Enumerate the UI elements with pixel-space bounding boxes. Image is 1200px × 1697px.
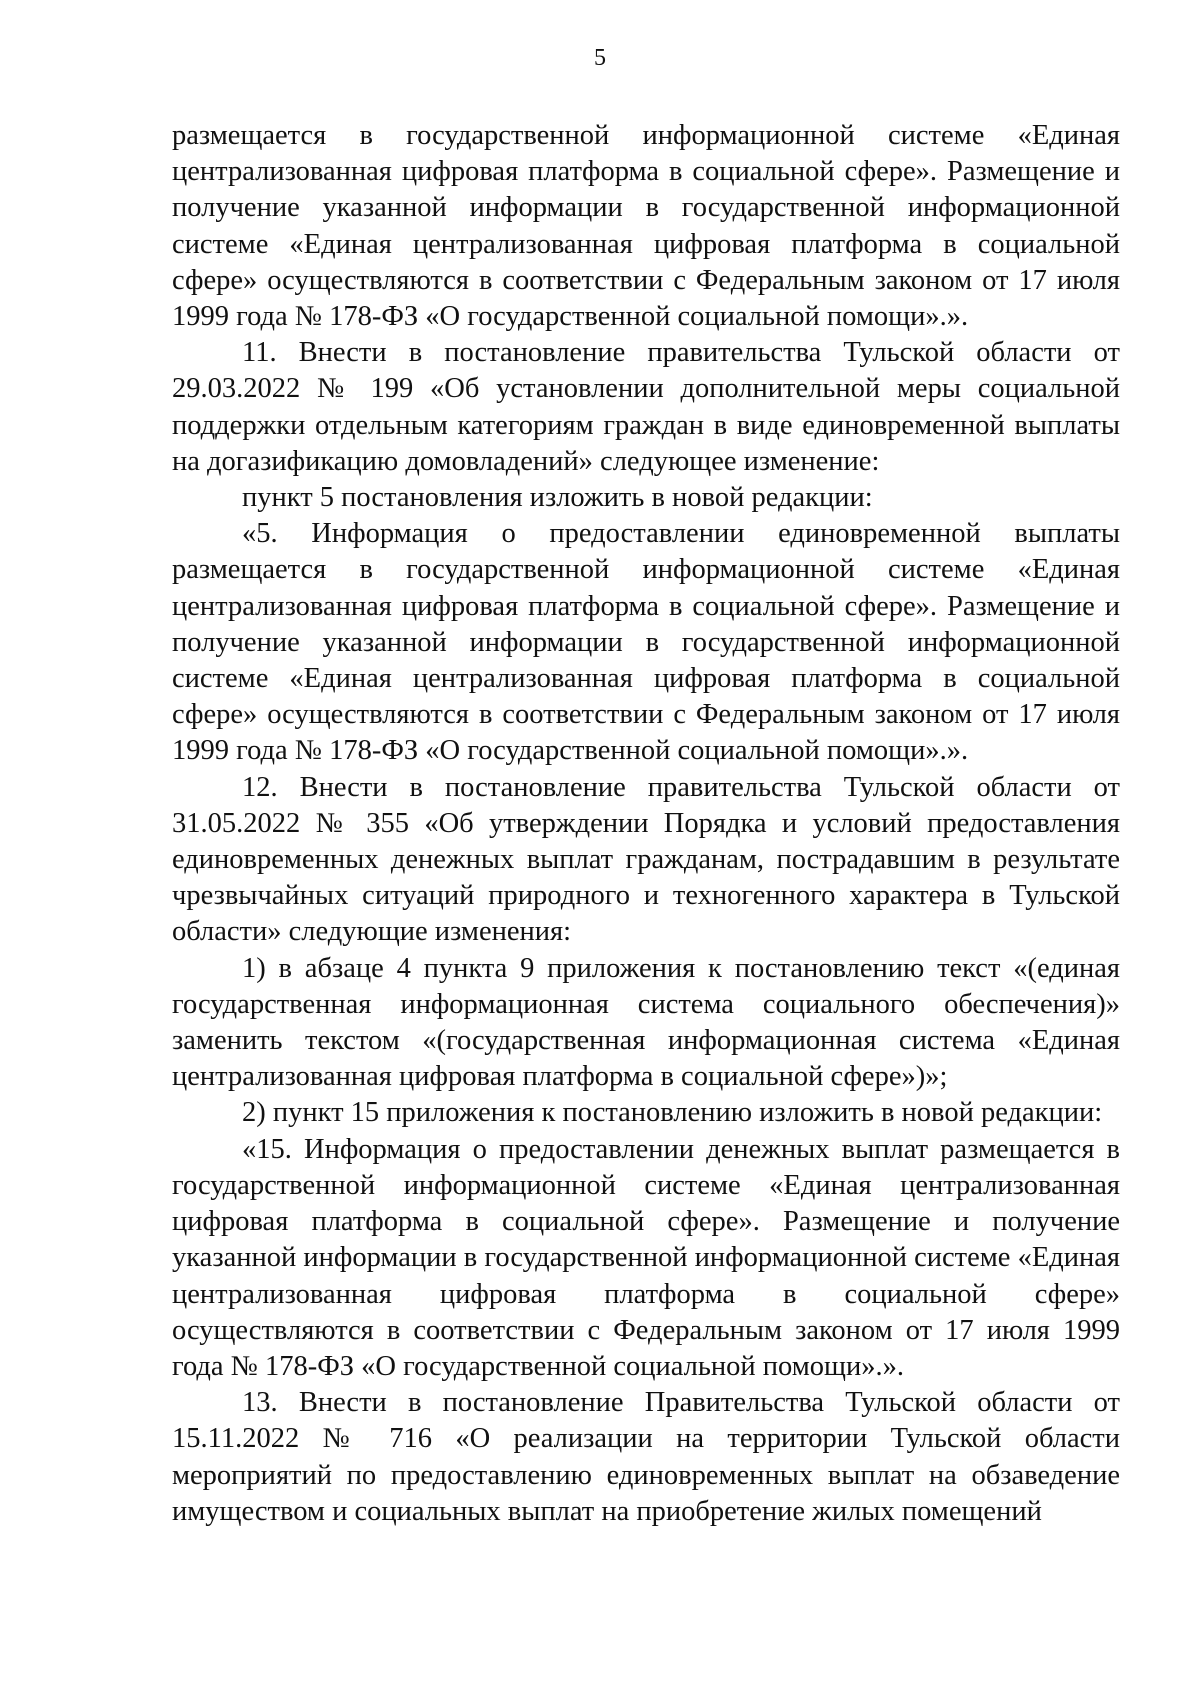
paragraph-continuation: размещается в государственной информационной системе «Единая централизованная цифровая платформа в социальной сфере». Размещение и получение указанной информации в государственной информационной системе «Единая централизованная цифровая платформа в социальной сфере» осуществляются в соответствии с Федеральным законом от 17 июля 1999 года № 178-ФЗ «О государственной социальной помощи».». (172, 120, 1120, 333)
paragraph-item-11-new-text: «5. Информация о предоставлении единовременной выплаты размещается в государственной информационной системе «Единая централизованная цифровая платформа в социальной сфере». Размещение и получение указанной информации в государственной информационной системе «Единая централизованная цифровая платформа в социальной сфере» осуществляются в соответствии с Федеральным законом от 17 июля 1999 года № 178-ФЗ «О государственной социальной помощи».». (172, 518, 1120, 767)
paragraph-item-13: 13. Внести в постановление Правительства Тульской области от 15.11.2022 № 716 «О реализации на территории Тульской области мероприятий по предоставлению единовременных выплат на обзаведение имуществом и социальных выплат на приобретение жилых помещений (172, 1387, 1120, 1527)
paragraph-item-12-subitem-2: 2) пункт 15 приложения к постановлению изложить в новой редакции: (242, 1097, 1103, 1129)
page-number: 5 (594, 45, 606, 71)
paragraph-item-12: 12. Внести в постановление правительства Тульской области от 31.05.2022 № 355 «Об утверждении Порядка и условий предоставления единовременных денежных выплат гражданам, пострадавшим в результате чрезвычайных ситуаций природного и техногенного характера в Тульской области» следующие изменения: (172, 771, 1120, 948)
paragraph-item-12-subitem-1: 1) в абзаце 4 пункта 9 приложения к постановлению текст «(единая государственная информационная система социального обеспечения)» заменить текстом «(государственная информационная система «Единая централизованная цифровая платформа в социальной сфере»)»; (172, 952, 1120, 1093)
paragraph-item-12-new-text: «15. Информация о предоставлении денежных выплат размещается в государственной информационной системе «Единая централизованная цифровая платформа в социальной сфере». Размещение и получение указанной информации в государственной информационной системе «Единая централизованная цифровая платформа в социальной сфере» осуществляются в соответствии с Федеральным законом от 17 июля 1999 года № 178-ФЗ «О государственной социальной помощи».». (172, 1133, 1120, 1382)
paragraph-item-11: 11. Внести в постановление правительства Тульской области от 29.03.2022 № 199 «Об установлении дополнительной меры социальной поддержки отдельным категориям граждан в виде единовременной выплаты на догазификацию домовладений» следующее изменение: (172, 337, 1120, 477)
paragraph-item-11-instruction: пункт 5 постановления изложить в новой редакции: (242, 482, 873, 514)
document-body (172, 118, 1120, 1530)
